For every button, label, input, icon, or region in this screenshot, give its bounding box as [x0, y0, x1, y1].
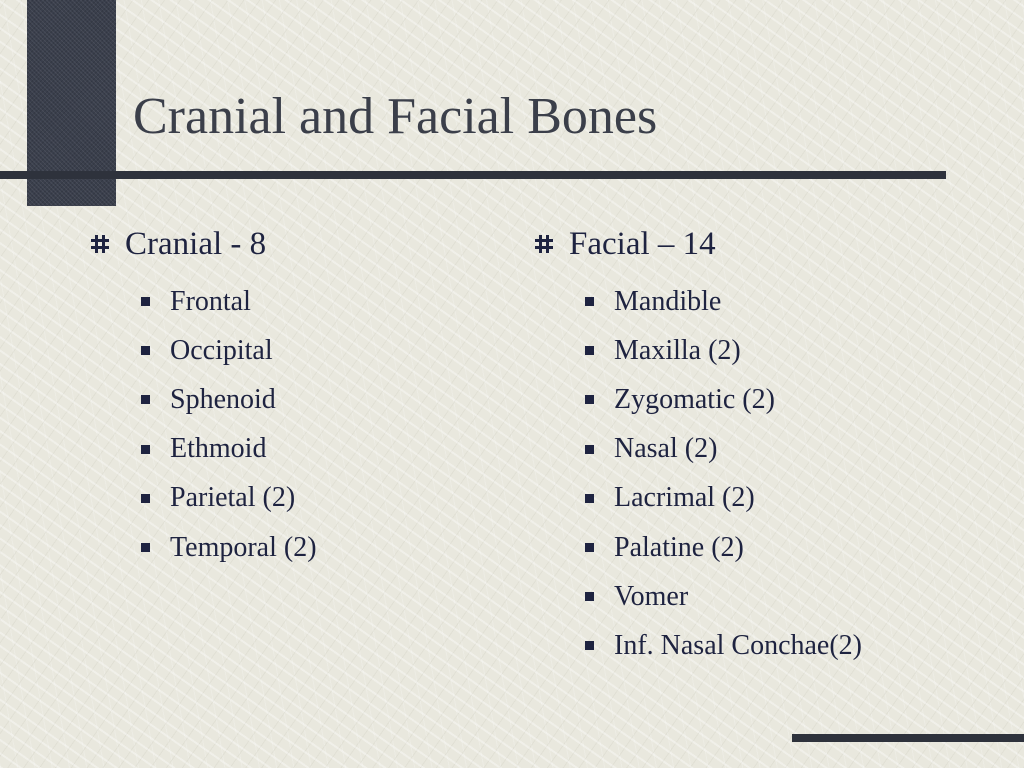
- list-item: [141, 474, 317, 523]
- square-bullet-icon: [141, 297, 150, 306]
- list-item-label: Palatine (2): [614, 531, 744, 563]
- cranial-heading: Cranial - 8: [125, 225, 267, 262]
- cranial-heading-row: [90, 224, 317, 264]
- square-bullet-icon: [585, 395, 594, 404]
- list-item: [141, 326, 317, 375]
- square-bullet-icon: [585, 445, 594, 454]
- list-item: [585, 621, 862, 670]
- bottom-accent-rule: [792, 734, 1024, 742]
- hash-bullet-icon: [90, 234, 110, 254]
- list-item-label: Nasal (2): [614, 433, 718, 465]
- square-bullet-icon: [141, 494, 150, 503]
- list-item-label: Vomer: [614, 580, 689, 612]
- list-item: [585, 425, 862, 474]
- facial-heading: Facial – 14: [569, 225, 716, 262]
- cranial-bone-list: [90, 277, 317, 572]
- square-bullet-icon: [585, 543, 594, 552]
- list-item-label: Frontal: [170, 285, 251, 317]
- list-item-label: Maxilla (2): [614, 334, 741, 366]
- list-item-label: Ethmoid: [170, 433, 267, 465]
- square-bullet-icon: [141, 543, 150, 552]
- square-bullet-icon: [141, 445, 150, 454]
- list-item-label: Zygomatic (2): [614, 383, 775, 415]
- cranial-column: [90, 224, 317, 572]
- list-item-label: Sphenoid: [170, 383, 276, 415]
- facial-bone-list: [534, 277, 862, 671]
- list-item: [585, 277, 862, 326]
- list-item: [585, 375, 862, 424]
- facial-heading-row: [534, 224, 862, 264]
- square-bullet-icon: [141, 346, 150, 355]
- square-bullet-icon: [585, 297, 594, 306]
- square-bullet-icon: [585, 641, 594, 650]
- list-item-label: Occipital: [170, 334, 273, 366]
- list-item: [141, 277, 317, 326]
- square-bullet-icon: [585, 592, 594, 601]
- title-divider-rule: [0, 171, 946, 179]
- square-bullet-icon: [141, 395, 150, 404]
- facial-column: [534, 224, 862, 671]
- list-item-label: Parietal (2): [170, 482, 296, 514]
- slide-title: Cranial and Facial Bones: [133, 88, 658, 145]
- list-item: [585, 572, 862, 621]
- list-item: [585, 474, 862, 523]
- list-item-label: Inf. Nasal Conchae(2): [614, 629, 863, 661]
- square-bullet-icon: [585, 346, 594, 355]
- list-item-label: Temporal (2): [170, 531, 317, 563]
- list-item-label: Lacrimal (2): [614, 482, 755, 514]
- list-item: [141, 425, 317, 474]
- list-item: [141, 375, 317, 424]
- list-item-label: Mandible: [614, 285, 722, 317]
- square-bullet-icon: [585, 494, 594, 503]
- list-item: [585, 326, 862, 375]
- list-item: [141, 523, 317, 572]
- hash-bullet-icon: [534, 234, 554, 254]
- list-item: [585, 523, 862, 572]
